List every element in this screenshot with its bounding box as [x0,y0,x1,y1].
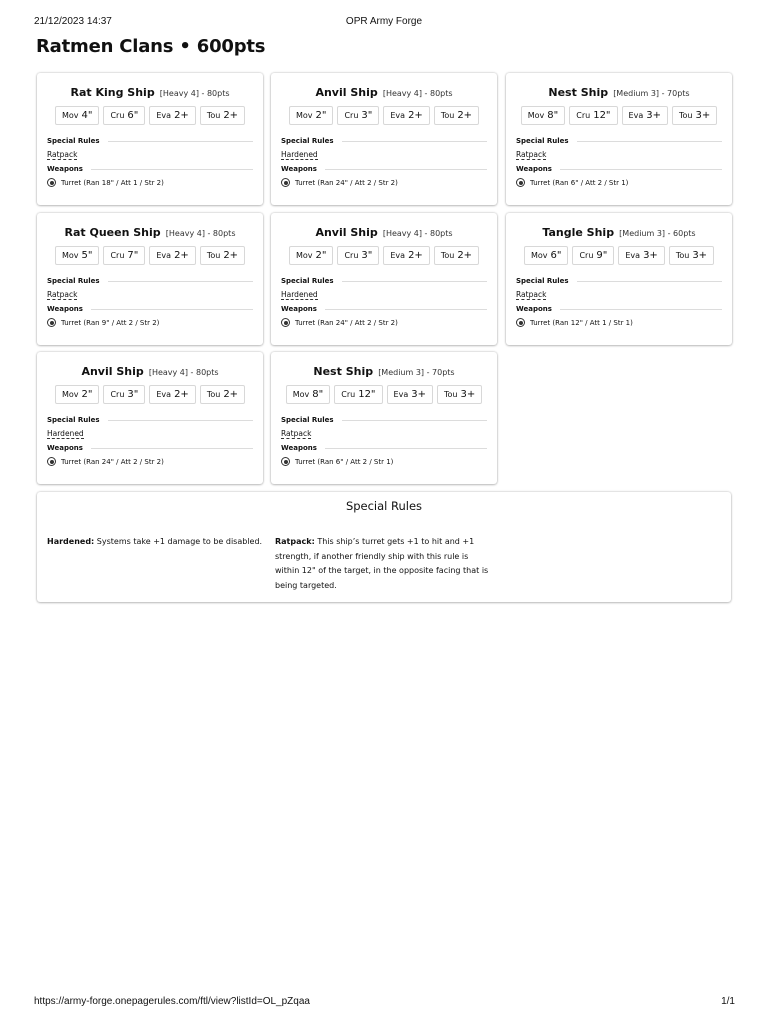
stat-label: Eva [156,111,172,120]
weapons-section [516,304,722,314]
stat-2 [149,246,195,265]
divider [91,309,253,310]
unit-card [506,73,732,205]
section-title: Weapons [47,444,83,452]
unit-stats [506,246,732,265]
special-rules-section [47,136,253,146]
stat-label: Mov [527,111,545,120]
stat-value: 7" [127,250,139,261]
unit-title [506,221,732,240]
stat-1 [337,106,379,125]
stat-value: 8" [312,389,324,400]
stat-value: 2+ [174,389,189,400]
unit-card [37,352,263,484]
unit-card [37,73,263,205]
stat-label: Eva [393,390,409,399]
stat-3 [669,246,714,265]
special-rules-panel [37,492,731,602]
stat-value: 12" [593,110,611,121]
unit-meta: [Medium 3] - 70pts [378,368,455,377]
weapons-section [516,164,722,174]
unit-name: Anvil Ship [81,365,144,378]
stat-label: Cru [110,390,125,399]
stat-value: 3+ [695,110,711,121]
divider [108,420,253,421]
section-title: Weapons [47,305,83,313]
weapon-text: Turret (Ran 24" / Att 2 / Str 2) [61,457,164,466]
print-footer [0,996,768,1010]
stat-0 [521,106,566,125]
page-number: 1/1 [721,996,735,1007]
stat-1 [572,246,614,265]
unit-name: Rat Queen Ship [64,226,161,239]
stat-0 [55,385,100,404]
stat-label: Cru [110,111,125,120]
weapon-text: Turret (Ran 12" / Att 1 / Str 1) [530,318,633,327]
stat-value: 2+ [408,250,423,261]
section-title: Special Rules [281,277,334,285]
section-title: Special Rules [281,137,334,145]
section-title: Weapons [516,305,552,313]
weapons-section [47,304,253,314]
special-rules-section [516,136,722,146]
stat-1 [569,106,617,125]
target-icon [516,318,525,327]
stat-value: 8" [547,110,559,121]
stat-2 [149,106,195,125]
stat-2 [149,385,195,404]
divider [325,448,487,449]
stat-label: Eva [156,390,172,399]
unit-meta: [Heavy 4] - 80pts [148,368,219,377]
divider [560,169,722,170]
stat-2 [383,246,429,265]
stat-label: Mov [295,251,313,260]
section-title: Special Rules [516,137,569,145]
rule-tag[interactable]: Ratpack [516,290,547,299]
stat-0 [55,246,100,265]
stat-value: 6" [127,110,139,121]
stat-label: Tou [206,251,221,260]
stat-2 [387,385,433,404]
target-icon [47,318,56,327]
stat-label: Eva [628,111,644,120]
stat-value: 2+ [223,389,239,400]
unit-title [506,81,732,100]
stat-3 [200,385,245,404]
stat-1 [337,246,379,265]
stat-label: Mov [61,390,79,399]
stat-0 [55,106,100,125]
weapons-section [281,164,487,174]
stat-value: 6" [550,250,562,261]
section-title: Weapons [516,165,552,173]
unit-meta: [Heavy 4] - 80pts [382,89,453,98]
rule-tag[interactable]: Ratpack [47,290,78,299]
target-icon [281,457,290,466]
divider [325,169,487,170]
weapon-text: Turret (Ran 18" / Att 1 / Str 2) [61,178,164,187]
stat-label: Tou [206,390,221,399]
special-rules-section [281,415,487,425]
rule-tag[interactable]: Ratpack [281,429,312,438]
section-title: Weapons [281,165,317,173]
stat-1 [103,385,145,404]
rule-tag[interactable]: Hardened [281,150,318,159]
stat-value: 2+ [174,250,189,261]
special-rules-section [281,136,487,146]
special-rules-section [281,276,487,286]
stat-value: 12" [358,389,376,400]
stat-value: 9" [596,250,608,261]
divider [325,309,487,310]
stat-label: Tou [206,111,221,120]
divider [342,281,487,282]
stat-0 [286,385,331,404]
weapon-text: Turret (Ran 24" / Att 2 / Str 2) [295,178,398,187]
stat-label: Cru [579,251,594,260]
rule-name: Ratpack: [275,537,315,546]
stat-value: 2+ [457,250,473,261]
special-rules-section [516,276,722,286]
unit-title [37,360,263,379]
rule-definition-hardened [47,535,267,550]
stat-label: Cru [344,111,359,120]
stat-label: Cru [576,111,591,120]
stat-label: Eva [625,251,641,260]
stat-3 [437,385,482,404]
stat-value: 2" [315,250,327,261]
unit-stats [37,106,263,125]
weapon-text: Turret (Ran 6" / Att 2 / Str 1) [295,457,394,466]
rule-tag[interactable]: Ratpack [47,150,78,159]
divider [342,141,487,142]
stat-value: 4" [81,110,93,121]
unit-meta: [Heavy 4] - 80pts [382,229,453,238]
divider [560,309,722,310]
print-date: 21/12/2023 14:37 [34,16,112,27]
unit-name: Tangle Ship [542,226,615,239]
stat-value: 2+ [174,110,189,121]
unit-title [271,360,497,379]
weapons-section [281,304,487,314]
weapon-row [281,318,398,327]
stat-3 [200,106,245,125]
stat-value: 2+ [223,110,239,121]
weapons-section [47,443,253,453]
unit-meta: [Heavy 4] - 80pts [159,89,230,98]
target-icon [516,178,525,187]
weapon-row [281,178,398,187]
section-title: Special Rules [516,277,569,285]
stat-3 [434,106,479,125]
unit-stats [271,246,497,265]
rule-tag[interactable]: Hardened [281,290,318,299]
stat-0 [289,246,334,265]
stat-value: 3+ [460,389,476,400]
stat-value: 3+ [646,110,661,121]
stat-3 [200,246,245,265]
stat-label: Cru [341,390,356,399]
page-title: Ratmen Clans • 600pts [36,36,266,57]
stat-value: 3" [361,250,373,261]
weapon-row [47,178,164,187]
print-header [0,16,768,30]
stat-label: Mov [530,251,548,260]
rule-text: Systems take +1 damage to be disabled. [96,537,263,546]
weapons-section [47,164,253,174]
unit-stats [271,106,497,125]
target-icon [281,318,290,327]
unit-name: Nest Ship [548,86,609,99]
weapons-section [281,443,487,453]
divider [577,281,722,282]
rule-name: Hardened: [47,537,95,546]
print-title: OPR Army Forge [345,16,423,27]
stat-label: Mov [295,111,313,120]
stat-2 [622,106,668,125]
rule-tag[interactable]: Ratpack [516,150,547,159]
divider [108,141,253,142]
stat-label: Tou [675,251,690,260]
stat-label: Eva [390,111,406,120]
unit-meta: [Medium 3] - 60pts [619,229,696,238]
stat-2 [383,106,429,125]
stat-value: 3+ [411,389,426,400]
stat-3 [434,246,479,265]
stat-value: 2" [315,110,327,121]
target-icon [47,178,56,187]
stat-label: Tou [440,251,455,260]
weapon-row [516,318,633,327]
rule-tag[interactable]: Hardened [47,429,84,438]
print-url: https://army-forge.onepagerules.com/ftl/view?listId=OL_pZqaa [34,996,310,1007]
unit-name: Nest Ship [313,365,374,378]
unit-title [37,221,263,240]
stat-value: 5" [81,250,93,261]
section-title: Special Rules [47,277,100,285]
special-rules-section [47,415,253,425]
section-title: Weapons [281,305,317,313]
rule-text: This ship’s turret gets +1 to hit and +1 strength, if another friendly ship with this rule is within 12" of the target, in the opposite facing that is being targeted. [275,537,489,590]
stat-value: 2+ [223,250,239,261]
unit-name: Anvil Ship [315,226,378,239]
unit-card [271,73,497,205]
unit-card [271,352,497,484]
stat-label: Eva [390,251,406,260]
special-rules-section [47,276,253,286]
unit-card [37,213,263,345]
weapon-text: Turret (Ran 6" / Att 2 / Str 1) [530,178,629,187]
unit-name: Rat King Ship [70,86,155,99]
stat-label: Cru [110,251,125,260]
unit-card [506,213,732,345]
stat-label: Tou [443,390,458,399]
section-title: Special Rules [281,416,334,424]
divider [91,169,253,170]
section-title: Weapons [47,165,83,173]
unit-meta: [Heavy 4] - 80pts [165,229,236,238]
section-title: Special Rules [47,416,100,424]
stat-value: 3+ [643,250,658,261]
stat-value: 2+ [457,110,473,121]
divider [108,281,253,282]
section-title: Weapons [281,444,317,452]
divider [91,448,253,449]
stat-1 [103,246,145,265]
stat-0 [524,246,569,265]
weapon-row [281,457,393,466]
stat-value: 3" [361,110,373,121]
stat-label: Eva [156,251,172,260]
target-icon [47,457,56,466]
stat-0 [289,106,334,125]
unit-name: Anvil Ship [315,86,378,99]
stat-1 [334,385,382,404]
unit-card [271,213,497,345]
stat-label: Mov [61,251,79,260]
stat-label: Mov [292,390,310,399]
weapon-row [47,318,159,327]
divider [577,141,722,142]
rule-definition-ratpack [275,535,493,593]
stat-value: 3" [127,389,139,400]
unit-stats [37,385,263,404]
stat-value: 2+ [408,110,423,121]
weapon-row [47,457,164,466]
unit-title [37,81,263,100]
weapon-row [516,178,628,187]
unit-stats [506,106,732,125]
unit-stats [37,246,263,265]
unit-title [271,81,497,100]
stat-label: Tou [678,111,693,120]
unit-title [271,221,497,240]
unit-stats [271,385,497,404]
weapon-text: Turret (Ran 9" / Att 2 / Str 2) [61,318,160,327]
stat-3 [672,106,717,125]
weapon-text: Turret (Ran 24" / Att 2 / Str 2) [295,318,398,327]
stat-label: Mov [61,111,79,120]
stat-value: 2" [81,389,93,400]
stat-label: Cru [344,251,359,260]
stat-label: Tou [440,111,455,120]
stat-2 [618,246,664,265]
section-title: Special Rules [47,137,100,145]
divider [342,420,487,421]
stat-value: 3+ [692,250,708,261]
unit-meta: [Medium 3] - 70pts [613,89,690,98]
target-icon [281,178,290,187]
stat-1 [103,106,145,125]
special-rules-title: Special Rules [345,499,423,513]
